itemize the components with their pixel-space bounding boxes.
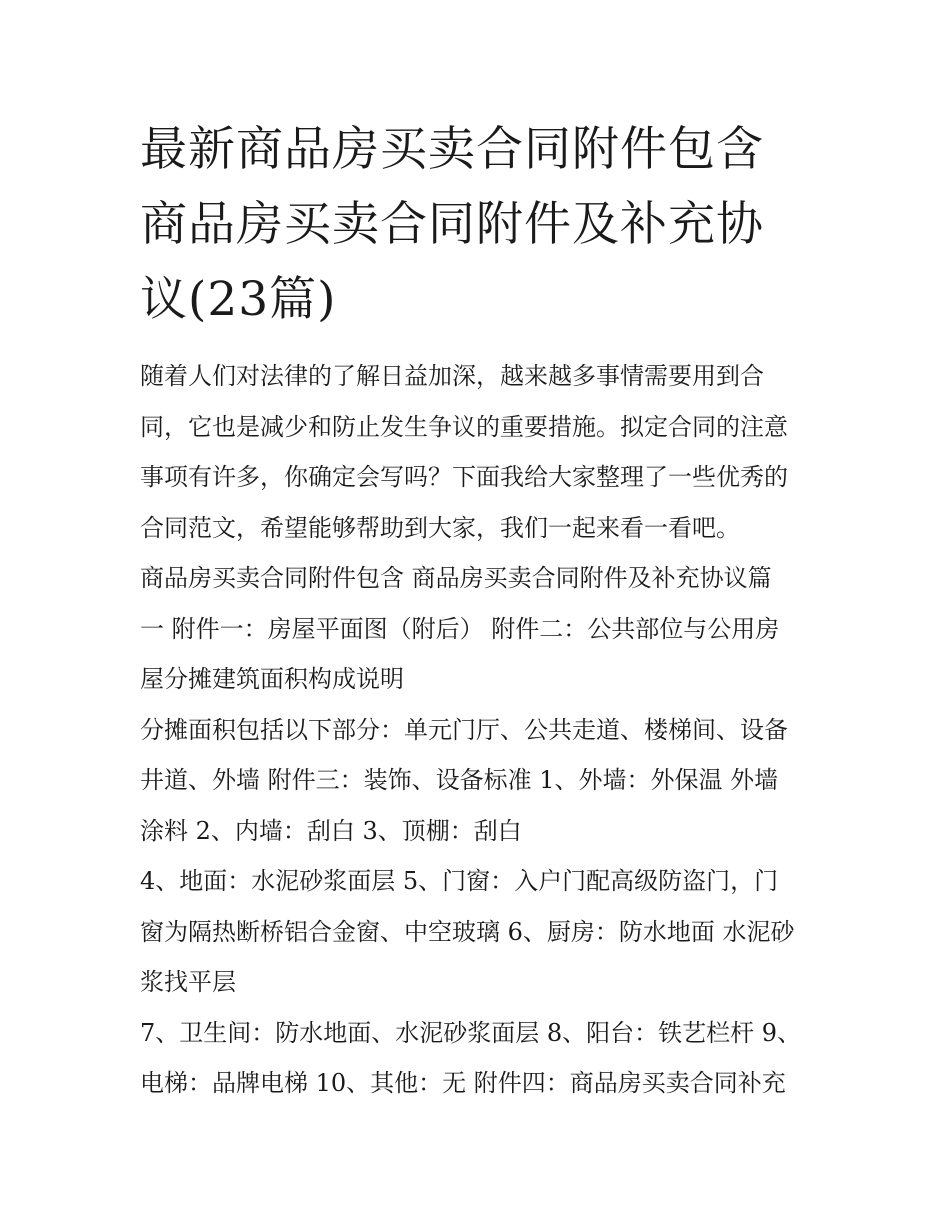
text-line: 一 附件一：房屋平面图（附后） 附件二：公共部位与公用房 bbox=[140, 614, 780, 643]
title-line: 最新商品房买卖合同附件包含 bbox=[140, 122, 764, 177]
title-line: 议(23篇) bbox=[140, 272, 337, 327]
text-line: 合同范文，希望能够帮助到大家，我们一起来看一看吧。 bbox=[140, 513, 740, 542]
text-line: 4、地面：水泥砂浆面层 5、门窗：入户门配高级防盗门，门 bbox=[140, 867, 779, 895]
text-line: 屋分摊建筑面积构成说明 bbox=[140, 665, 404, 693]
attachments-paragraph bbox=[140, 553, 815, 705]
facilities-paragraph bbox=[140, 1008, 815, 1109]
text-line: 随着人们对法律的了解日益加深，越来越多事情需要用到合 bbox=[140, 362, 764, 390]
text-line: 分摊面积包括以下部分：单元门厅、公共走道、楼梯间、设备 bbox=[140, 715, 788, 744]
document-title bbox=[140, 112, 815, 337]
decoration-standard-paragraph bbox=[140, 856, 815, 1008]
intro-paragraph bbox=[140, 351, 815, 553]
text-line: 浆找平层 bbox=[140, 968, 236, 996]
text-line: 商品房买卖合同附件包含 商品房买卖合同附件及补充协议篇 bbox=[140, 564, 772, 592]
shared-area-paragraph bbox=[140, 705, 815, 857]
text-line: 同，它也是减少和防止发生争议的重要措施。拟定合同的注意 bbox=[140, 412, 788, 441]
text-line: 井道、外墙 附件三：装饰、设备标准 1、外墙：外保温 外墙 bbox=[140, 766, 779, 794]
text-line: 窗为隔热断桥铝合金窗、中空玻璃 6、厨房：防水地面 水泥砂 bbox=[140, 917, 795, 946]
document-page bbox=[140, 112, 815, 1109]
text-line: 电梯：品牌电梯 10、其他：无 附件四：商品房买卖合同补充 bbox=[140, 1069, 786, 1097]
document-body bbox=[140, 351, 815, 1109]
text-line: 涂料 2、内墙：刮白 3、顶棚：刮白 bbox=[140, 816, 522, 845]
title-line: 商品房买卖合同附件及补充协 bbox=[140, 197, 764, 252]
text-line: 事项有许多，你确定会写吗？下面我给大家整理了一些优秀的 bbox=[140, 463, 788, 491]
text-line: 7、卫生间：防水地面、水泥砂浆面层 8、阳台：铁艺栏杆 9、 bbox=[140, 1018, 802, 1047]
